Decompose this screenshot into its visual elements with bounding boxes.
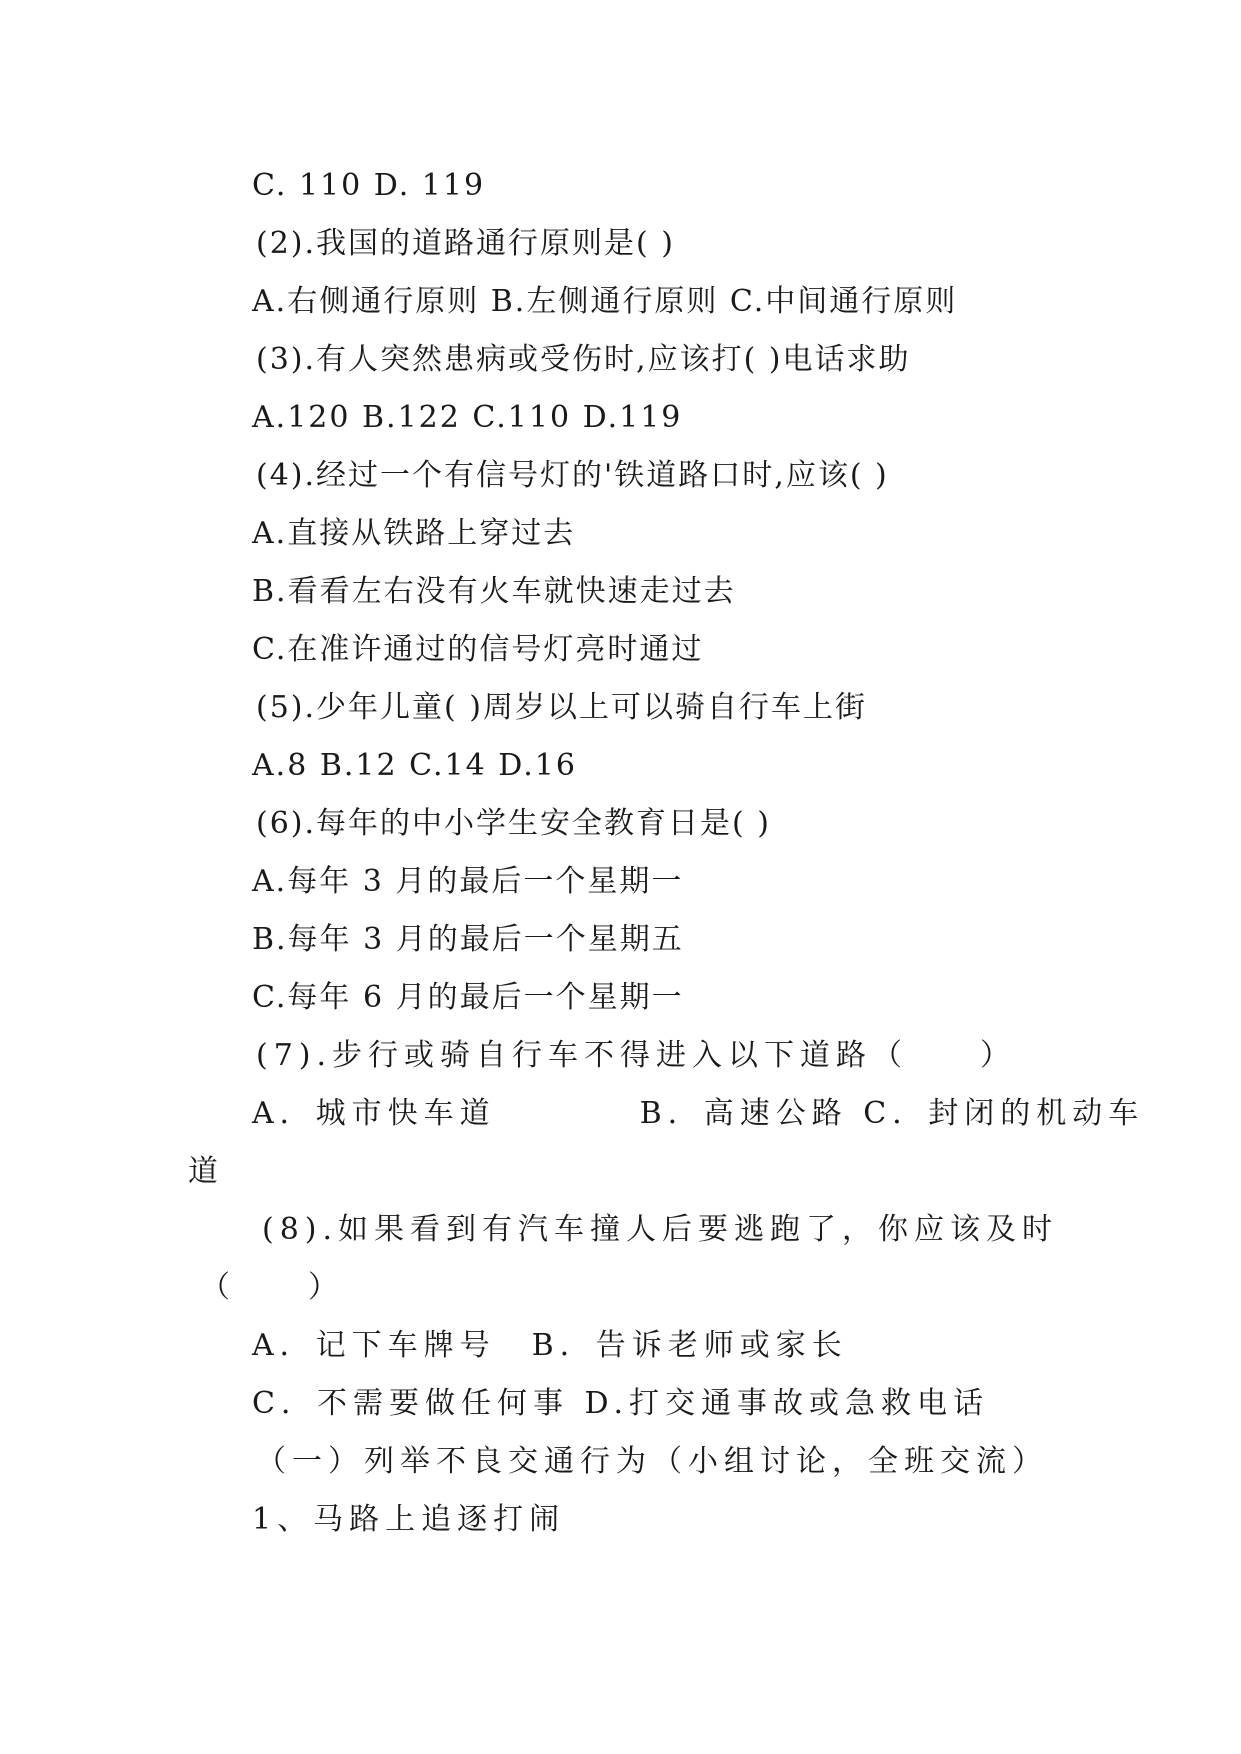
question-3-options: A.120 B.122 C.110 D.119 [252, 400, 683, 435]
question-6-option-c: C.每年 6 月的最后一个星期一 [252, 980, 684, 1015]
question-8: (8).如果看到有汽车撞人后要逃跑了，你应该及时 [262, 1212, 1059, 1247]
question-8-options-c-d: C．不需要做任何事 D.打交通事故或急救电话 [252, 1386, 990, 1421]
question-4-option-a: A.直接从铁路上穿过去 [252, 516, 576, 551]
question-5: (5).少年儿童( )周岁以上可以骑自行车上街 [256, 690, 867, 725]
question-7: (7).步行或骑自行车不得进入以下道路（ ） [256, 1038, 1017, 1073]
question-3: (3).有人突然患病或受伤时,应该打( )电话求助 [256, 342, 911, 377]
question-6-option-b: B.每年 3 月的最后一个星期五 [252, 922, 684, 957]
question-4: (4).经过一个有信号灯的'铁道路口时,应该( ) [256, 458, 889, 493]
text-line-options-c-d: C. 110 D. 119 [252, 168, 486, 203]
question-8-options-a-b: A．记下车牌号 B．告诉老师或家长 [252, 1328, 848, 1363]
question-8-continued: （ ） [200, 1270, 344, 1305]
question-2: (2).我国的道路通行原则是( ) [256, 226, 675, 261]
question-4-option-b: B.看看左右没有火车就快速走过去 [252, 574, 736, 609]
question-7-options-continued: 道 [188, 1154, 220, 1189]
list-item-1: 1、马路上追逐打闹 [252, 1502, 566, 1537]
question-6: (6).每年的中小学生安全教育日是( ) [256, 806, 771, 841]
question-5-options: A.8 B.12 C.14 D.16 [252, 748, 577, 783]
question-7-options: A．城市快车道 B．高速公路 C．封闭的机动车 [252, 1096, 1145, 1131]
question-6-option-a: A.每年 3 月的最后一个星期一 [252, 864, 684, 899]
section-heading: （一）列举不良交通行为（小组讨论，全班交流） [256, 1444, 1048, 1479]
question-2-options: A.右侧通行原则 B.左侧通行原则 C.中间通行原则 [252, 284, 958, 319]
question-4-option-c: C.在准许通过的信号灯亮时通过 [252, 632, 704, 667]
